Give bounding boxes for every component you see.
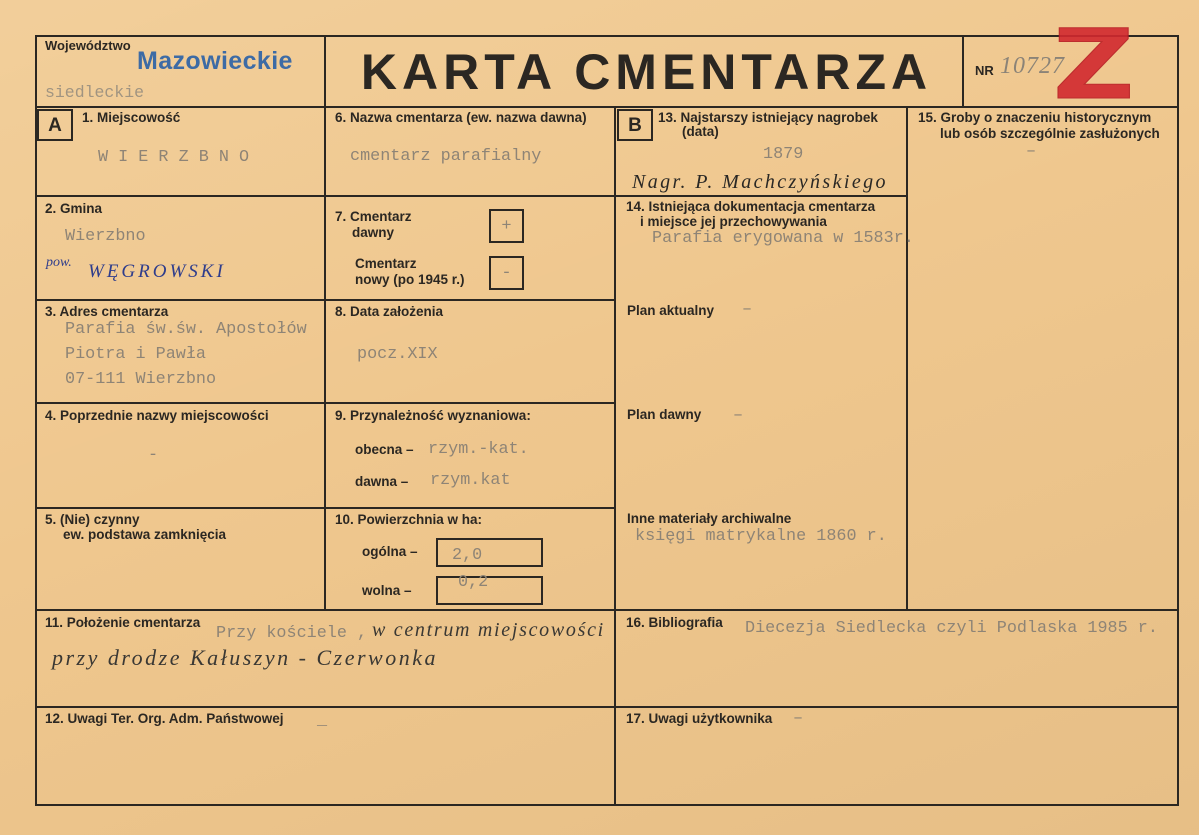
current-denomination-value: rzym.-kat.	[428, 440, 529, 459]
address-line: Parafia św.św. Apostołów	[65, 320, 307, 339]
field-8-label: 8. Data założenia	[335, 304, 444, 319]
row-divider	[35, 706, 1179, 708]
row-divider	[35, 299, 616, 301]
field-17-value: –	[793, 709, 804, 728]
field-16-label: 16. Bibliografia	[626, 615, 723, 630]
field-16-value: Diecezja Siedlecka czyli Podlaska 1985 r.	[745, 619, 1158, 638]
field-13-label: 13. Najstarszy istniejący nagrobek	[658, 110, 878, 125]
county-prefix: pow.	[46, 255, 72, 270]
field-11-typed: Przy kościele ,	[216, 624, 368, 643]
field-2-label: 2. Gmina	[45, 201, 103, 216]
plan-current-label: Plan aktualny	[627, 303, 715, 318]
field-13-label-sub: (data)	[682, 124, 719, 139]
total-area-value: 2,0	[452, 546, 483, 565]
current-denomination-label: obecna –	[355, 442, 414, 457]
field-6-value: cmentarz parafialny	[350, 147, 542, 166]
free-area-box	[436, 573, 543, 605]
former-denomination-value: rzym.kat	[430, 471, 511, 490]
voivodeship-label: Województwo	[45, 38, 131, 53]
field-2-value: Wierzbno	[65, 227, 146, 246]
row-divider	[35, 195, 908, 197]
field-5-label: 5. (Nie) czynny	[45, 512, 140, 527]
header-divider	[35, 106, 1179, 108]
field-15-label: 15. Groby o znaczeniu historycznym	[918, 110, 1152, 125]
field-12-label: 12. Uwagi Ter. Org. Adm. Państwowej	[45, 711, 284, 726]
new-cemetery-label: Cmentarz	[355, 256, 417, 271]
county-name: WĘGROWSKI	[88, 261, 226, 282]
field-4-label: 4. Poprzednie nazwy miejscowości	[45, 408, 269, 423]
field-15-value: –	[1026, 142, 1037, 161]
plan-old-label: Plan dawny	[627, 407, 702, 422]
field-4-value: -	[148, 446, 159, 465]
new-cemetery-box	[489, 256, 524, 290]
title-cell	[326, 37, 962, 106]
address-line: 07-111 Wierzbno	[65, 370, 217, 389]
field-14-label: 14. Istniejąca dokumentacja cmentarza	[626, 199, 876, 214]
nr-value: 10727	[1000, 53, 1065, 79]
section-b-marker	[617, 109, 653, 141]
field-13-value: 1879	[763, 145, 804, 164]
section-a-marker	[37, 109, 73, 141]
field-9-label: 9. Przynależność wyznaniowa:	[335, 408, 531, 423]
voivodeship-stamp: Mazowieckie	[137, 47, 293, 75]
row-divider	[35, 609, 1179, 611]
field-14-label-sub: i miejsce jej przechowywania	[640, 214, 827, 229]
field-11-label: 11. Położenie cmentarza	[45, 615, 201, 630]
new-cemetery-mark: -	[501, 263, 512, 283]
column-divider	[906, 106, 908, 610]
former-denomination-label: dawna –	[355, 474, 409, 489]
field-5-label-sub: ew. podstawa zamknięcia	[63, 527, 227, 542]
field-6-label: 6. Nazwa cmentarza (ew. nazwa dawna)	[335, 110, 587, 125]
voivodeship-typed: siedleckie	[45, 83, 145, 102]
field-1-value: W I E R Z B N O	[98, 148, 250, 167]
red-z-stamp: Z	[1053, 9, 1135, 121]
field-7-label: 7. Cmentarz	[335, 209, 412, 224]
other-archives-label: Inne materiały archiwalne	[627, 511, 792, 526]
column-divider	[614, 106, 616, 806]
field-11-handwritten-line2: przy drodze Kałuszyn - Czerwonka	[52, 645, 438, 670]
plan-current-value: –	[742, 300, 753, 319]
new-cemetery-label-sub: nowy (po 1945 r.)	[355, 272, 465, 287]
nr-label: NR	[975, 63, 994, 78]
field-15-label-sub: lub osób szczególnie zasłużonych	[940, 126, 1160, 141]
old-cemetery-label: dawny	[352, 225, 395, 240]
oldest-grave-note: Nagr. P. Machczyńskiego	[632, 171, 888, 193]
row-divider	[35, 507, 616, 509]
old-cemetery-box	[489, 209, 524, 243]
section-a-letter: A	[48, 114, 62, 136]
address-line: Piotra i Pawła	[65, 345, 206, 364]
field-1-label: 1. Miejscowość	[82, 110, 181, 125]
page-title: KARTA CMENTARZA	[360, 43, 933, 100]
field-11-handwritten: w centrum miejscowości	[372, 619, 605, 641]
field-8-value: pocz.XIX	[357, 345, 438, 364]
field-10-label: 10. Powierzchnia w ha:	[335, 512, 483, 527]
field-17-label: 17. Uwagi użytkownika	[626, 711, 773, 726]
column-divider	[962, 35, 964, 107]
row-divider	[35, 402, 616, 404]
other-archives-value: księgi matrykalne 1860 r.	[635, 527, 887, 546]
old-cemetery-mark: +	[501, 216, 512, 236]
field-14-value: Parafia erygowana w 1583r.	[652, 229, 914, 248]
total-area-label: ogólna –	[362, 544, 418, 559]
free-area-value: 0,2	[458, 573, 489, 592]
plan-old-value: –	[733, 406, 744, 425]
column-divider	[324, 35, 326, 611]
section-b-letter: B	[628, 114, 642, 136]
field-12-value: _	[317, 711, 328, 730]
field-3-label: 3. Adres cmentarza	[45, 304, 169, 319]
free-area-label: wolna –	[362, 583, 412, 598]
